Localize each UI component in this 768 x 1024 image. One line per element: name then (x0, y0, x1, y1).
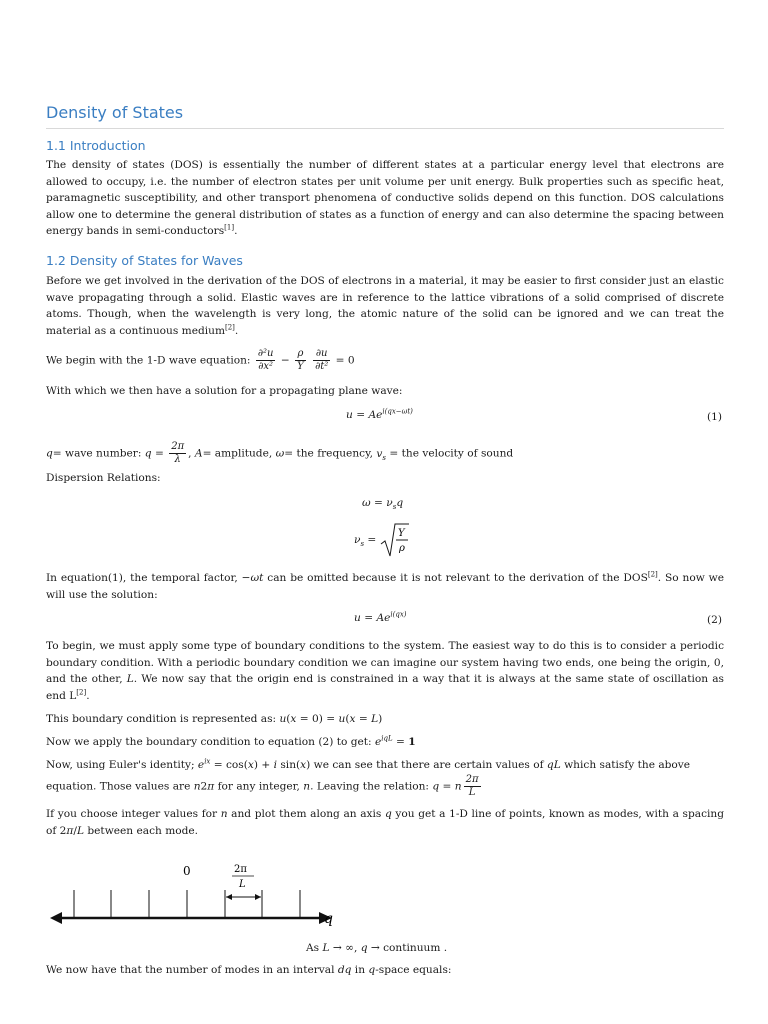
q-def-5: = the velocity of sound (389, 447, 514, 460)
svg-text:ρ: ρ (398, 543, 405, 554)
modes-line: We now have that the number of modes in an interval dq in q-space equals: (46, 964, 452, 976)
dispersion-omega: $\omega = \nu_sq$ (362, 497, 404, 512)
wave-equation-line: We begin with the 1-D wave equation: $\frac{\text{∂²u}}{\text{∂x²}}$ − $\frac{\rho}{Y}$ $\frac{\partial u}{\text{∂t²}}$ = 0 (46, 348, 355, 372)
equation-1: $u = Ae^{i(qx-\omega t)}$ (346, 407, 413, 421)
boundary-paragraph: To begin, we must apply some type of boundary conditions to the system. The easiest way to do this is to consider a periodic boundary condition. With a periodic boundary condition we can imagine our system having two ends, one being the origin, 0, and the other, L. We now say that the origin end is constrained in a way that it is always at the same state of oscillation as end L[2]. (46, 640, 724, 702)
axis-arrow-left (50, 912, 62, 924)
temporal-2: can be omitted because it is not relevant to the derivation of the DOS (263, 572, 648, 584)
integer-c: you get a 1-D line of points, known as modes, with a spacing of (46, 808, 724, 837)
q-def-3: = amplitude, (202, 447, 276, 460)
boundary-a: To begin, we must apply some type of boundary conditions to the system. The easiest way to do this is to consider a periodic boundary condition. With a periodic boundary condition we can imagine our system having two ends, one being the origin, 0, and the other, (46, 640, 724, 685)
temporal-3: . So now we will use the solution: (46, 572, 724, 601)
mode-diagram (46, 855, 346, 935)
q-def-2: , (188, 447, 195, 460)
section-heading-introduction: 1.1 Introduction (46, 138, 146, 153)
euler-line2b: for any integer, (214, 780, 304, 793)
title-divider (46, 128, 724, 129)
q-def-1: = wave number: (52, 447, 145, 460)
solution-intro: With which we then have a solution for a propagating plane wave: (46, 385, 403, 397)
intro-paragraph: The density of states (DOS) is essentially the number of different states at a particular energy level that electrons are allowed to occupy, i.e. the number of electron states per unit volume per unit energy. Bulk properties such as specific heat, paramagnetic susceptibility, and other transport phenomena of conductive solids depend on this function. DOS calculations allow one to determine the general distribution of states as a function of energy and can also determine the spacing between energy bands in semi-conductors[1]. (46, 159, 724, 237)
spacing-arrow-left (226, 894, 232, 900)
euler-line2c: . Leaving the relation: (310, 780, 433, 793)
ref-1[interactable]: [1] (224, 223, 235, 232)
as-L: As (306, 942, 323, 954)
euler-line2a: equation. Those values are (46, 780, 194, 793)
temporal-1: In equation(1), the temporal factor, (46, 572, 242, 584)
euler-b: we can see that there are certain values of (313, 759, 547, 771)
equation-2: $u = Ae^{i(qx)}$ (354, 610, 407, 624)
modes-a: We now have that the number of modes in an interval (46, 964, 338, 976)
boundary-b: . We now say that the origin end is constrained in a way that it is always at the same state of oscillation as end L (46, 673, 724, 702)
integer-a: If you choose integer values for (46, 808, 221, 820)
equation-2-number: (2) (706, 614, 722, 626)
integer-paragraph: If you choose integer values for n and plot them along an axis q you get a 1-D line of points, known as modes, with a spacing of 2π/L between each mode. (46, 808, 724, 837)
q-def-4: = the frequency, (284, 447, 377, 460)
euler-c: which satisfy the above (560, 759, 691, 771)
euler-line-1: Now, using Euler's identity; $e^{ix} = \cos(x) + i$ sin(x) we can see that there are certain values of qL which satisfy the above (46, 757, 691, 771)
spacing-arrow-right (255, 894, 261, 900)
intro-text: The density of states (DOS) is essentially the number of different states at a particular energy level that electrons are allowed to occupy, i.e. the number of electron states per unit volume per unit energy. Bulk properties such as specific heat, paramagnetic susceptibility, and other transport phenomena of conductive solids depend on this function. DOS calculations allow one to determine the general distribution of states as a function of energy and can also determine the spacing between energy bands in semi-conductors (46, 159, 724, 237)
dispersion-heading: Dispersion Relations: (46, 472, 161, 484)
temporal-paragraph: In equation(1), the temporal factor, −ωt can be omitted because it is not relevant to the derivation of the DOS[2]. So now we will use the solution: (46, 570, 724, 601)
represented-text: This boundary condition is represented as: (46, 713, 280, 725)
dispersion-velocity: $\nu_s$ = Y ρ (354, 522, 410, 558)
euler-line-2: equation. Those values are n2π for any integer, n. Leaving the relation: q = n $\frac{2\pi}{L}$ (46, 774, 479, 798)
boundary-applied: Now we apply the boundary condition to equation (2) to get: $e^{iqL} = 1$ (46, 734, 416, 748)
spacing-numerator: 2π (234, 864, 247, 875)
waves-paragraph: Before we get involved in the derivation of the DOS of electrons in a material, it may be easier to first consider just an elastic wave propagating through a solid. Elastic waves are in reference to the lattice vibrations of a solid comprised of discrete atoms. Though, when the wavelength is very long, the atomic nature of the solid can be ignored and we can treat the material as a continuous medium[2]. (46, 275, 724, 337)
section-heading-waves: 1.2 Density of States for Waves (46, 253, 243, 268)
svg-text:Y: Y (397, 528, 405, 539)
page-title: Density of States (46, 103, 184, 122)
boundary-represented: This boundary condition is represented as: u(x = 0) = u(x = L) (46, 713, 383, 725)
waves-text: Before we get involved in the derivation of the DOS of electrons in a material, it may be easier to first consider just an elastic wave propagating through a solid. Elastic waves are in reference to the lattice vibrations of a solid comprised of discrete atoms. Though, when the wavelength is very long, the atomic nature of the solid can be ignored and we can treat the material as a continuous medium (46, 275, 724, 337)
equation-1-number: (1) (706, 411, 722, 423)
ref-2[interactable]: [2] (225, 322, 235, 331)
spacing-denominator: L (239, 879, 246, 890)
modes-c: -space equals: (375, 964, 452, 976)
sqrt-icon (380, 522, 410, 558)
integer-d: between each mode. (84, 824, 199, 837)
ref-2c[interactable]: [2] (76, 687, 87, 696)
modes-b: in (351, 964, 369, 976)
wave-number-def: q= wave number: q = $\frac{2\pi}{\lambda}$ , A= amplitude, ω= the frequency, $v_s$ = the velocity of sound (46, 441, 514, 465)
continuum-word: continuum (383, 942, 441, 954)
apply-text: Now we apply the boundary condition to equation (2) to get: (46, 736, 375, 748)
axis-label: q (324, 911, 333, 927)
ref-2b[interactable]: [2] (647, 570, 658, 579)
euler-a: Now, using Euler's identity; (46, 759, 198, 771)
continuum-caption: As L → ∞, q → continuum . (306, 942, 448, 954)
integer-b: and plot them along an axis (227, 808, 385, 820)
wave-eq-intro: We begin with the 1-D wave equation: (46, 354, 254, 367)
origin-label: 0 (183, 864, 191, 878)
